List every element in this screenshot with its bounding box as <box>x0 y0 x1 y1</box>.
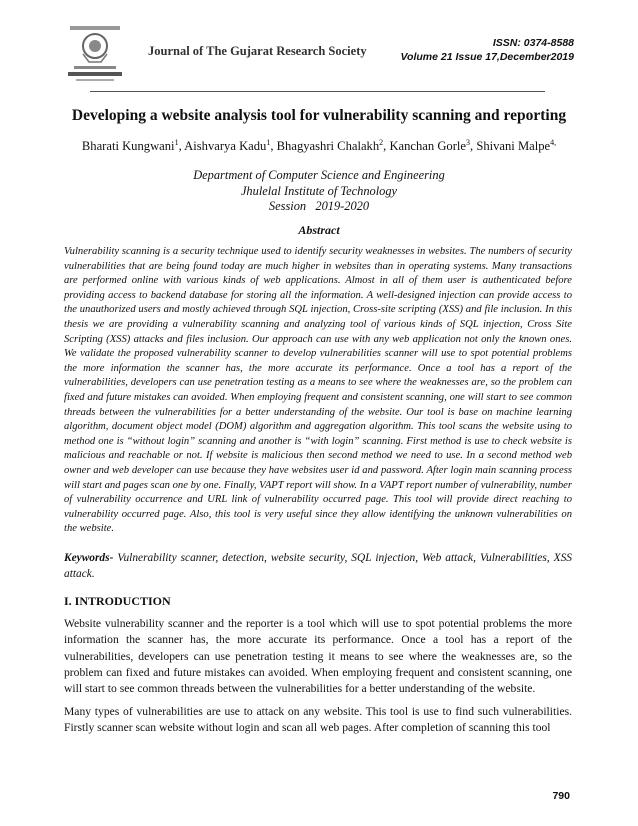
journal-name: Journal of The Gujarat Research Society <box>148 44 367 58</box>
institute: Jhulelal Institute of Technology <box>240 183 398 198</box>
keywords <box>64 551 572 582</box>
author-affiliation-mark: 1 <box>266 138 271 147</box>
intro-paragraph-2: Many types of vulnerabilities are use to attack on any website. This tool is use to find such vulnerabilities. Firstly scanner scan website without login and scan all web pages. After completion of scanning this tool <box>64 705 572 735</box>
author <box>476 139 556 153</box>
affiliation <box>40 168 598 215</box>
session: Session 2019-2020 <box>268 199 370 213</box>
page-number: 790 <box>552 790 570 802</box>
author <box>184 139 270 153</box>
author-affiliation-mark: 1 <box>174 138 179 147</box>
intro-paragraph-1: Website vulnerability scanner and the reporter is a tool which will use to spot potential problems the more information the scanner has, the more accurate its performance. Once a tool has a report of the vulnerabilities, developers can use penetration testing it means to see where the weaknesses are, so the problem can fixed and future mistakes can avoided. When employing frequent and consistent scanning, one will start to see common threads between the vulnerabilities for a better understanding of the website. <box>64 617 572 696</box>
author <box>277 139 383 153</box>
keywords-label: Keywords- <box>64 552 114 564</box>
author <box>389 139 470 153</box>
author-affiliation-mark: 3 <box>466 138 471 147</box>
keywords-list: Vulnerability scanner, detection, website security, SQL injection, Web attack, Vulnerabilities, XSS attack. <box>64 552 572 580</box>
abstract-text: Vulnerability scanning is a security technique used to identify security weaknesses in websites. The numbers of security vulnerabilities that are being found today are much higher in websites than in operating systems. Many transactions are performed online with various kinds of web applications. Almost in all of them user is authenticated before providing access to backend database for storing all the information. A well-designed injection can provide access to the unauthorized users and mostly achieved through SQL injection, Cross-site scripting (XSS) and file inclusion. In this thesis we are providing a vulnerability scanning and analyzing tool of various kinds of SQL injection, Cross Site Scripting (XSS) attacks and files inclusion. Our approach can use with any web application not only the known ones. We validate the proposed vulnerability scanner to develop vulnerabilities scanner will use to spot potential problems the more information the scanner has, the more accurate its performance. Once a tool has a report of the vulnerabilities, developers can use penetration testing as a means to see where the weaknesses are, so the problem can fixed and future mistakes can avoided. When employing frequent and consistent scanning, one will start to see common threads between the vulnerabilities for a better understanding of the website. Our tool is base on machine learning algorithm, document object model (DOM) algorithm and aggregation algorithm. This tool scans the website using to method one is “without login” scanning and another is “with login” scanning. First method is use to check website is malicious and reachable or not. If website is malicious then second method we need to use. In a second method web owner and web developer can use because they have websites user id and password. After login main scanning process will start and pages scan one by one. Finally, VAPT report will show. In a VAPT report number of vulnerability, number of vulnerability occurrence and URL link of vulnerability occurred page. This tool will provide direct reaching to vulnerability occurred page. Also, this tool is very useful since they allow identifying the unknown vulnerabilities on the website. <box>64 246 572 535</box>
author-name: Bharati Kungwani <box>81 139 175 154</box>
author-affiliation-mark: 4, <box>550 138 557 147</box>
author-name: Kanchan Gorle <box>389 139 467 154</box>
abstract-heading: Abstract <box>298 223 340 237</box>
author-name: Aishvarya Kadu <box>184 139 267 154</box>
author-name: Bhagyashri Chalakh <box>276 139 380 154</box>
author-affiliation-mark: 2 <box>379 138 384 147</box>
section-heading: I. INTRODUCTION <box>64 594 171 608</box>
issn-block <box>400 36 574 64</box>
department: Department of Computer Science and Engineering <box>193 168 445 182</box>
journal-header <box>64 22 574 88</box>
header-divider <box>90 91 545 92</box>
paper-title: Developing a website analysis tool for vulnerability scanning and reporting <box>71 107 567 124</box>
volume-issue: Volume 21 Issue 17,December2019 <box>400 51 574 63</box>
journal-logo-icon <box>64 24 126 84</box>
author-name: Shivani Malpe <box>476 139 551 154</box>
author <box>82 139 179 153</box>
issn-number: ISSN: 0374-8588 <box>492 37 574 49</box>
author-list: Bharati Kungwani$^1$, Aishvarya Kadu$^1$, Bhagyashri Chalakh$^2$, Kanchan Gorle$^3$, Shivani Malpe$^{4,}$ <box>81 138 557 154</box>
